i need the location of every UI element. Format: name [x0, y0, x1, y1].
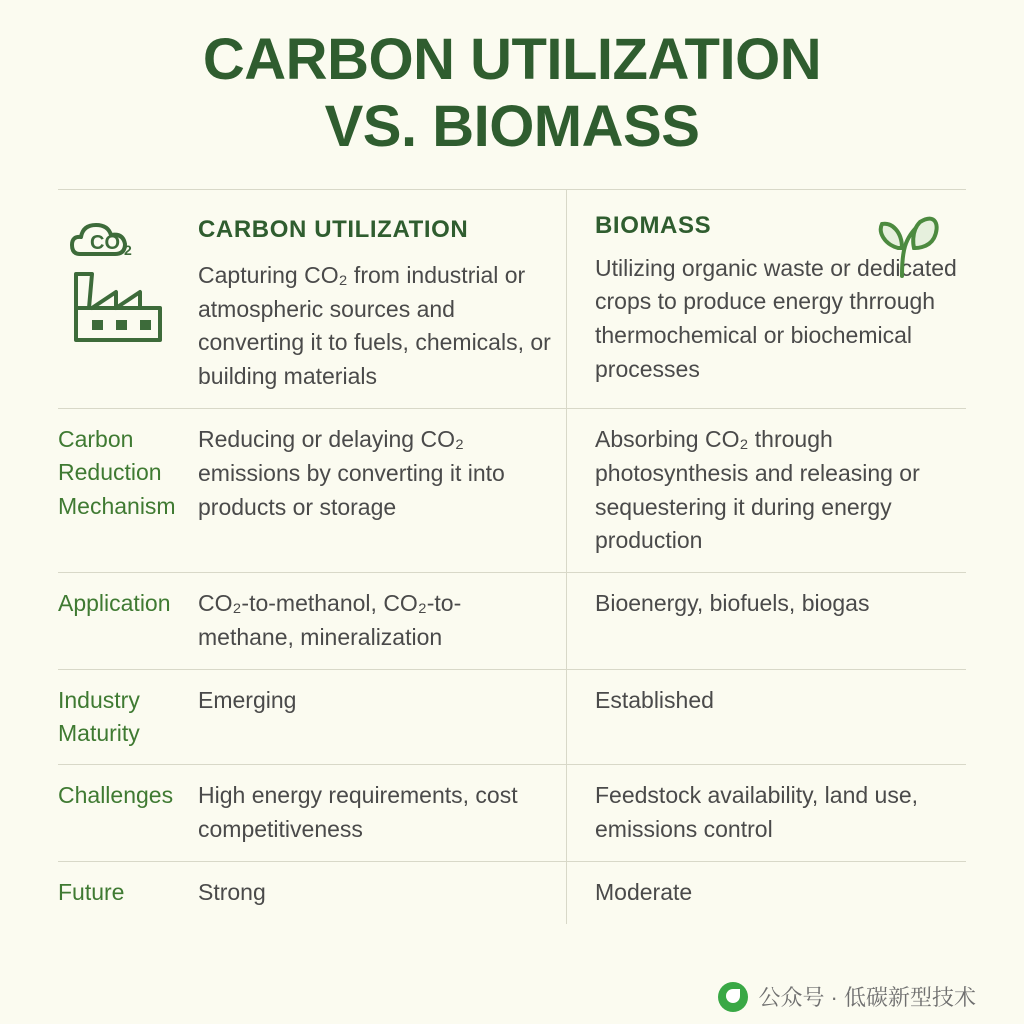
table-row-intro — [58, 189, 966, 408]
watermark-logo-icon — [718, 982, 748, 1012]
row-label: Industry Maturity — [58, 686, 140, 747]
row-left-cell — [58, 862, 566, 924]
table-row — [58, 408, 966, 572]
table-row — [58, 572, 966, 669]
row-left-text: High energy requirements, cost competitiveness — [198, 782, 518, 843]
intro-right-description: Utilizing organic waste or dedicated crops to produce energy thrrough thermochemical or biochemical processes — [595, 254, 957, 382]
row-right-cell — [566, 670, 966, 765]
watermark — [718, 981, 976, 1012]
title-line-1: CARBON UTILIZATION — [202, 27, 822, 92]
row-left-text: Strong — [198, 879, 266, 906]
row-right-text: Bioenergy, biofuels, biogas — [595, 590, 870, 617]
row-left-cell — [58, 765, 566, 861]
row-right-text: Feedstock availability, land use, emissions control — [595, 782, 919, 843]
row-label: Application — [58, 590, 171, 617]
row-label: Challenges — [58, 782, 174, 809]
row-right-cell — [566, 862, 966, 924]
row-label: Carbon Reduction Mechanism — [58, 425, 176, 519]
row-right-cell — [566, 765, 966, 861]
row-left-cell — [58, 573, 566, 669]
row-left-text: CO₂-to-methanol, CO₂-to-methane, mineralization — [198, 590, 462, 650]
table-row — [58, 764, 966, 861]
table-row — [58, 669, 966, 765]
table-row — [58, 861, 966, 924]
row-right-text: Moderate — [595, 879, 693, 906]
row-right-text: Absorbing CO₂ through photosynthesis and releasing or sequestering it during energy production — [595, 425, 920, 554]
title-line-2: VS. BIOMASS — [324, 94, 700, 160]
row-right-cell — [566, 573, 966, 669]
comparison-table — [58, 189, 966, 924]
row-right-text: Established — [595, 686, 714, 713]
row-right-cell — [566, 409, 966, 572]
row-left-text: Reducing or delaying CO₂ emissions by converting it into products or storage — [198, 425, 505, 520]
row-left-cell — [58, 670, 566, 765]
intro-left-cell — [58, 190, 566, 408]
row-left-cell — [58, 409, 566, 572]
row-left-text: Emerging — [198, 686, 297, 713]
watermark-text: 公众号 · 低碳新型技术 — [758, 985, 976, 1010]
column-header-left: CARBON UTILIZATION — [198, 215, 469, 243]
page-title — [58, 0, 966, 171]
svg-text:2: 2 — [124, 241, 132, 258]
factory-co2-icon — [58, 212, 198, 394]
intro-left-text-block — [198, 212, 552, 394]
column-header-right: BIOMASS — [595, 211, 712, 239]
leaf-sprout-icon — [858, 204, 944, 287]
row-label: Future — [58, 879, 125, 906]
svg-text:CO: CO — [90, 231, 120, 254]
intro-right-cell — [566, 190, 966, 408]
intro-left-description: Capturing CO₂ from industrial or atmospheric sources and converting it to fuels, chemicals, or building materials — [198, 261, 551, 390]
